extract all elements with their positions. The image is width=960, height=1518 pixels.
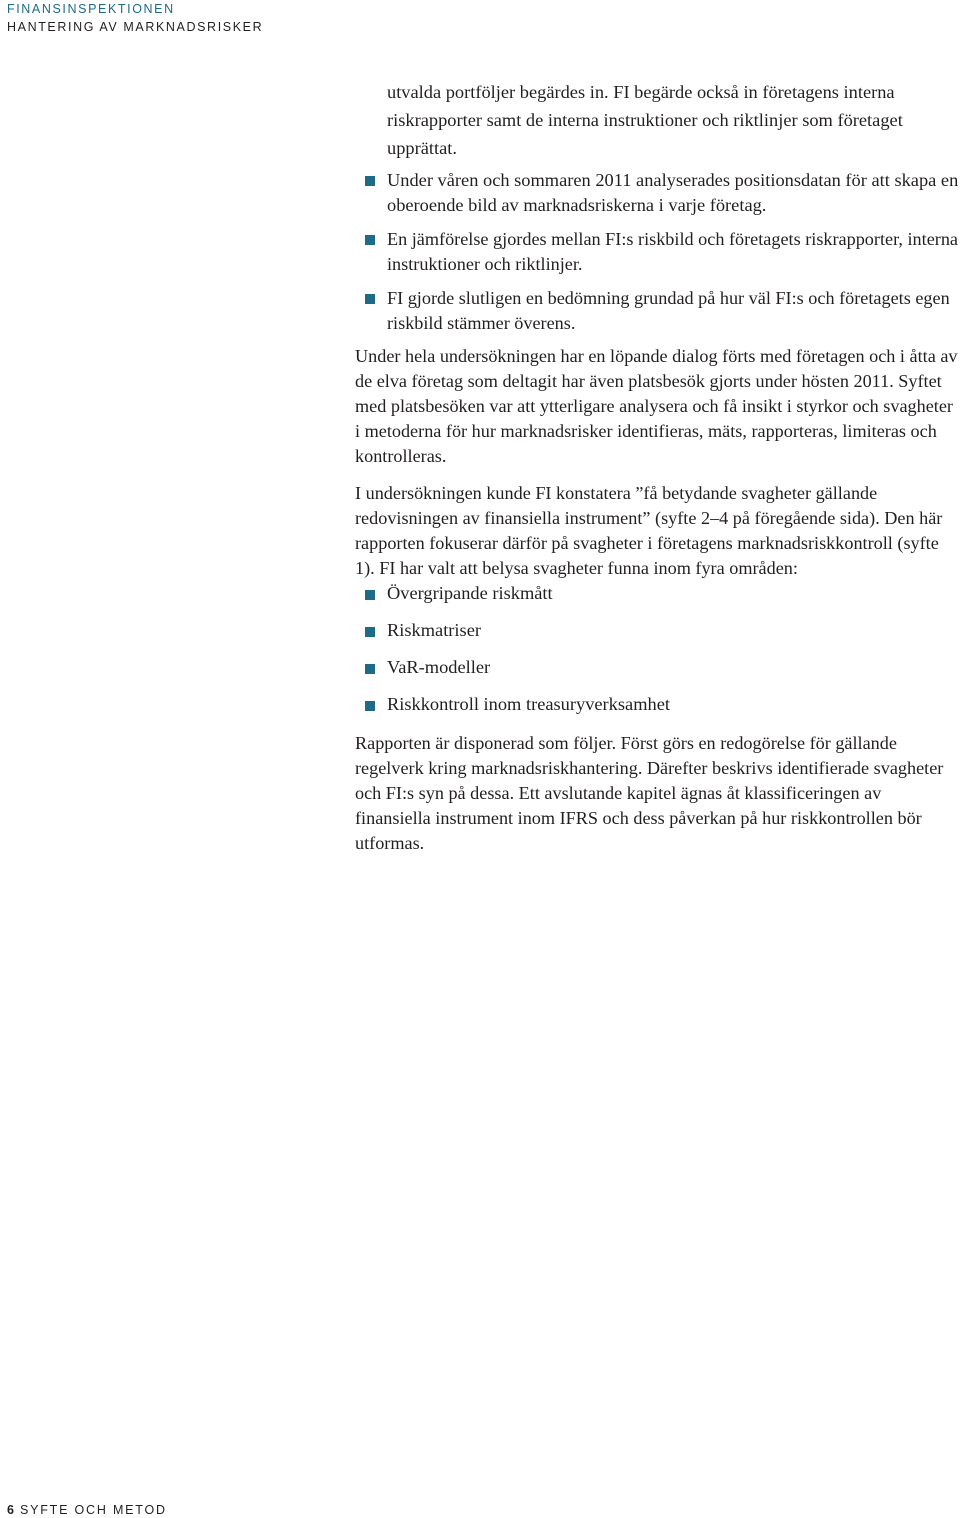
paragraph-dialog: Under hela undersökningen har en löpande dialog förts med företagen och i åtta av de elva företag som deltagit har även platsbesök gjorts under hösten 2011. Syftet med platsbesöken var att ytterligare analysera och få insikt i styrkor och svagheter i metoderna för hur marknadsrisker identifieras, mäts, rapporteras, limiteras och kontrolleras. [355, 346, 958, 466]
areas-list [355, 581, 960, 729]
list-item-text: En jämförelse gjordes mellan FI:s riskbild och företagets riskrapporter, interna instruktioner och riktlinjer. [387, 229, 958, 274]
method-steps-list [355, 168, 960, 336]
list-item-text: VaR-modeller [387, 657, 491, 677]
square-bullet-icon [365, 701, 375, 711]
list-item [355, 286, 960, 336]
paragraph-findings: I undersökningen kunde FI konstatera ”få betydande svagheter gällande redovisningen av finansiella instrument” (syfte 2–4 på föregående sida). Den här rapporten fokuserar därför på svagheter i företagens marknadsriskkontroll (syfte 1). FI har valt att belysa svagheter funna inom fyra områden: [355, 483, 943, 578]
list-item [355, 227, 960, 277]
list-item-text: Under våren och sommaren 2011 analyserades positionsdatan för att skapa en oberoende bild av marknadsriskerna i varje företag. [387, 170, 959, 215]
square-bullet-icon [365, 235, 375, 245]
list-item [355, 655, 960, 692]
paragraph-continued: utvalda portföljer begärdes in. FI begärde också in företagens interna riskrapporter samt de interna instruktioner och riktlinjer som företaget upprättat. [387, 82, 903, 158]
list-item [355, 168, 960, 218]
report-title: HANTERING AV MARKNADSRISKER [7, 20, 264, 34]
section-name: SYFTE OCH METOD [19, 1503, 167, 1517]
square-bullet-icon [365, 294, 375, 304]
list-item-text: Riskkontroll inom treasuryverksamhet [387, 694, 670, 714]
list-item [355, 692, 960, 729]
square-bullet-icon [365, 664, 375, 674]
organization-name: FINANSINSPEKTIONEN [7, 2, 175, 16]
main-text [355, 78, 960, 856]
running-header [7, 0, 263, 36]
list-item-text: FI gjorde slutligen en bedömning grundad på hur väl FI:s och företagets egen riskbild stämmer överens. [387, 288, 950, 333]
page-number: 6 [7, 1503, 14, 1517]
list-item [355, 618, 960, 655]
paragraph-disposition: Rapporten är disponerad som följer. Först görs en redogörelse för gällande regelverk kring marknadsriskhantering. Därefter beskrivs identifierade svagheter och FI:s syn på dessa. Ett avslutande kapitel ägnas åt klassificeringen av finansiella instrument inom IFRS och dess påverkan på hur riskkontrollen bör utformas. [355, 733, 944, 853]
list-item [355, 581, 960, 618]
list-item-text: Riskmatriser [387, 620, 481, 640]
square-bullet-icon [365, 176, 375, 186]
square-bullet-icon [365, 590, 375, 600]
page-footer [7, 1503, 167, 1517]
list-item-text: Övergripande riskmått [387, 583, 553, 603]
square-bullet-icon [365, 627, 375, 637]
